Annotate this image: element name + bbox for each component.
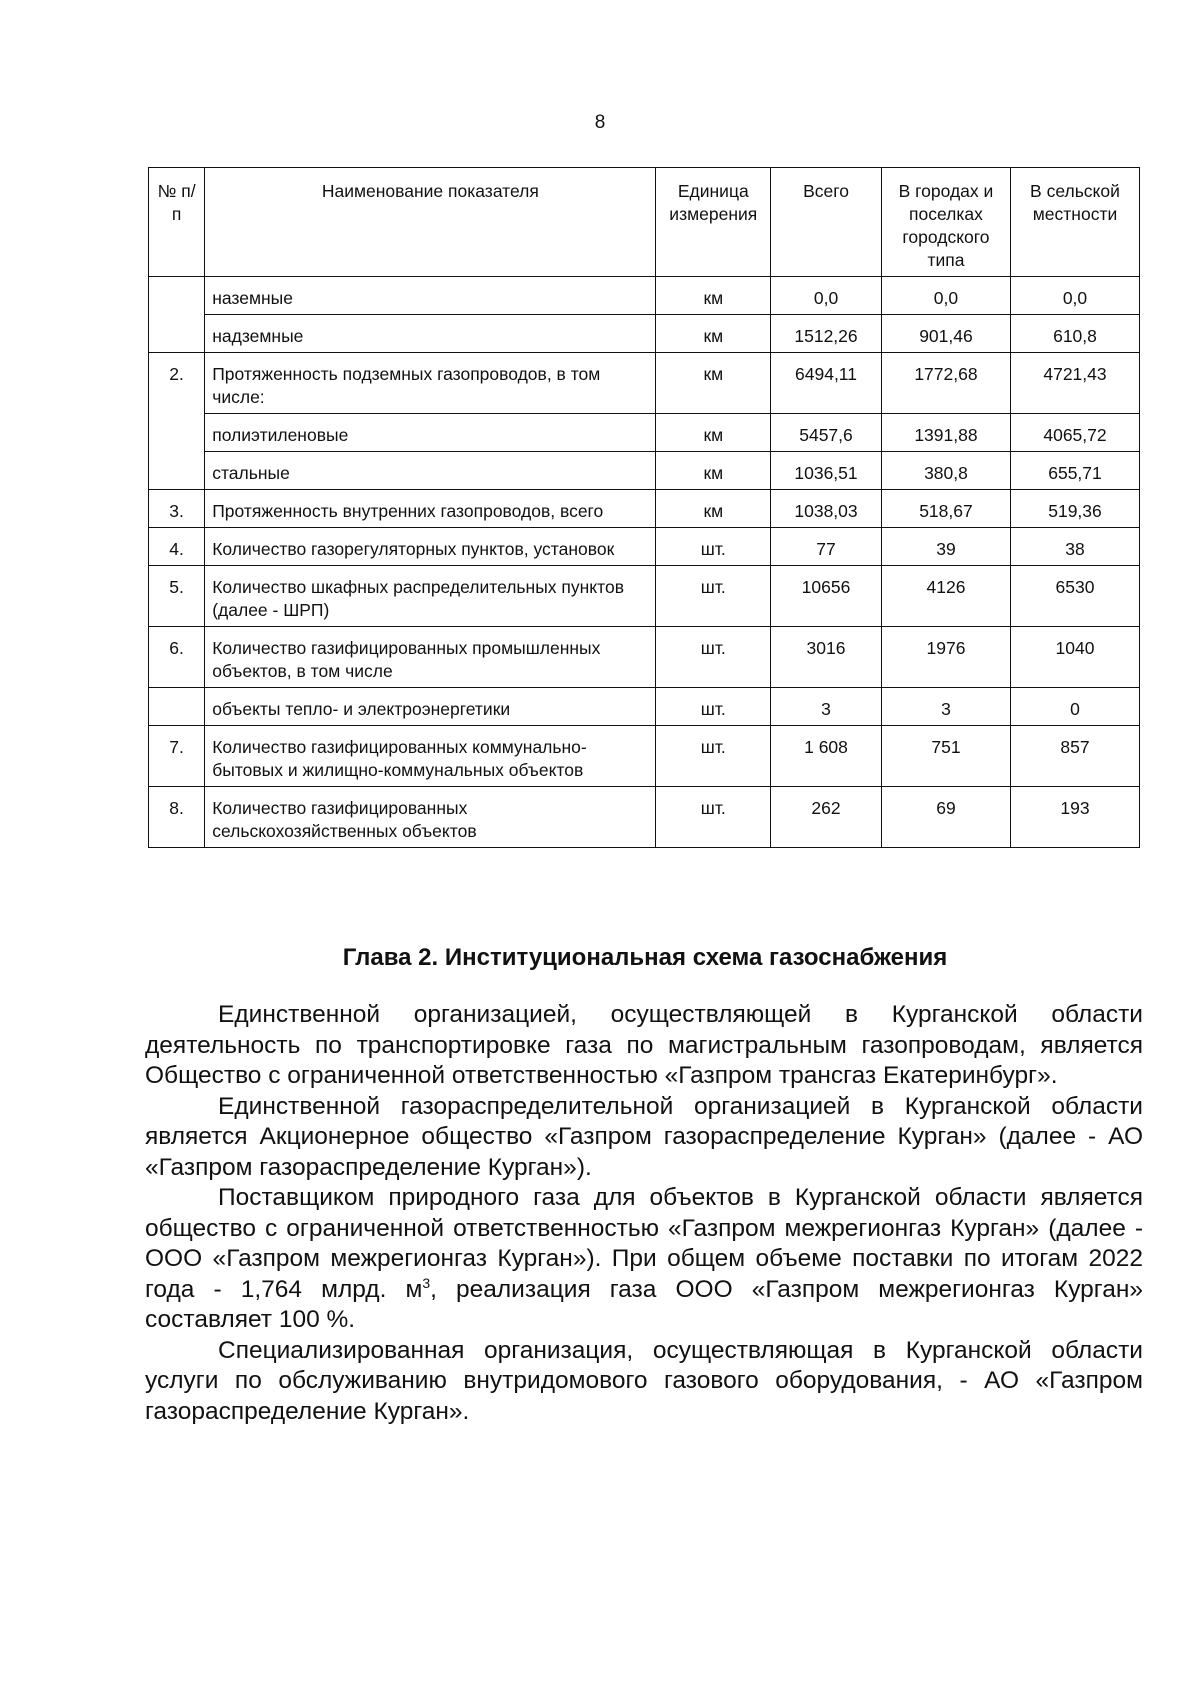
cell-unit: км xyxy=(656,414,771,452)
table-row xyxy=(149,627,1140,688)
table-row xyxy=(149,688,1140,726)
cell-rural: 38 xyxy=(1011,528,1140,566)
cell-total: 77 xyxy=(771,528,882,566)
header-name: Наименование показателя xyxy=(205,168,656,277)
cell-total: 10656 xyxy=(771,566,882,627)
cell-rural: 4065,72 xyxy=(1011,414,1140,452)
header-unit: Единица измерения xyxy=(656,168,771,277)
table-row xyxy=(149,414,1140,452)
cell-num: 7. xyxy=(149,726,205,787)
header-rural: В сельской местности xyxy=(1011,168,1140,277)
cell-city: 901,46 xyxy=(881,315,1010,353)
table-row xyxy=(149,566,1140,627)
cell-name: Количество газорегуляторных пунктов, установок xyxy=(205,528,656,566)
cell-unit: шт. xyxy=(656,528,771,566)
body-text xyxy=(145,1000,1143,1427)
table-body xyxy=(149,277,1140,848)
cell-total: 262 xyxy=(771,787,882,848)
cell-rural: 1040 xyxy=(1011,627,1140,688)
cell-city: 39 xyxy=(881,528,1010,566)
paragraph-supplier-text-end: , реализация газа ООО «Газпром межрегионгаз Курган» составляет 100 %. xyxy=(145,1275,1143,1333)
cell-num xyxy=(149,277,205,353)
table-row xyxy=(149,277,1140,315)
cell-num xyxy=(149,688,205,726)
cell-unit: км xyxy=(656,452,771,490)
cell-num: 8. xyxy=(149,787,205,848)
cell-city: 1391,88 xyxy=(881,414,1010,452)
cell-name: Количество газифицированных сельскохозяйственных объектов xyxy=(205,787,656,848)
cell-city: 0,0 xyxy=(881,277,1010,315)
cell-unit: шт. xyxy=(656,688,771,726)
cell-rural: 0 xyxy=(1011,688,1140,726)
paragraph-transport: Единственной организацией, осуществляющей в Курганской области деятельность по транспортировке газа по магистральным газопроводам, является Общество с ограниченной ответственностью «Газпром трансгаз Екатеринбург». xyxy=(145,1001,1143,1089)
table-row xyxy=(149,452,1140,490)
cell-total: 0,0 xyxy=(771,277,882,315)
cell-city: 3 xyxy=(881,688,1010,726)
table-row xyxy=(149,490,1140,528)
cell-unit: км xyxy=(656,277,771,315)
cell-name: Протяженность подземных газопроводов, в том числе: xyxy=(205,353,656,414)
cell-unit: шт. xyxy=(656,726,771,787)
cell-city: 380,8 xyxy=(881,452,1010,490)
page-number: 8 xyxy=(594,112,606,133)
cell-city: 1772,68 xyxy=(881,353,1010,414)
cell-rural: 655,71 xyxy=(1011,452,1140,490)
cell-city: 69 xyxy=(881,787,1010,848)
paragraph-supplier xyxy=(145,1183,1143,1336)
header-total: Всего xyxy=(771,168,882,277)
cell-unit: шт. xyxy=(656,787,771,848)
table-row xyxy=(149,315,1140,353)
cell-name: Количество газифицированных коммунально-бытовых и жилищно-коммунальных объектов xyxy=(205,726,656,787)
cell-name: надземные xyxy=(205,315,656,353)
cell-rural: 193 xyxy=(1011,787,1140,848)
cell-rural: 519,36 xyxy=(1011,490,1140,528)
cell-rural: 4721,43 xyxy=(1011,353,1140,414)
table-row xyxy=(149,787,1140,848)
cell-rural: 610,8 xyxy=(1011,315,1140,353)
gas-statistics-table xyxy=(148,167,1140,848)
cell-total: 1038,03 xyxy=(771,490,882,528)
table-row xyxy=(149,726,1140,787)
cell-city: 751 xyxy=(881,726,1010,787)
cell-num: 4. xyxy=(149,528,205,566)
cell-num: 2. xyxy=(149,353,205,490)
cell-city: 1976 xyxy=(881,627,1010,688)
header-num: № п/п xyxy=(149,168,205,277)
cell-unit: км xyxy=(656,490,771,528)
cell-name: Протяженность внутренних газопроводов, всего xyxy=(205,490,656,528)
cell-num: 5. xyxy=(149,566,205,627)
paragraph-service: Специализированная организация, осуществляющая в Курганской области услуги по обслуживанию внутридомового газового оборудования, - АО «Газпром газораспределение Курган». xyxy=(145,1336,1143,1425)
cell-unit: км xyxy=(656,353,771,414)
header-city: В городах и поселках городского типа xyxy=(881,168,1010,277)
table-row xyxy=(149,528,1140,566)
table-header-row xyxy=(149,168,1140,277)
cell-total: 1 608 xyxy=(771,726,882,787)
cell-rural: 6530 xyxy=(1011,566,1140,627)
cubic-superscript: 3 xyxy=(422,1274,431,1291)
cell-total: 5457,6 xyxy=(771,414,882,452)
chapter-title: Глава 2. Институциональная схема газоснабжения xyxy=(342,944,948,971)
table-row xyxy=(149,353,1140,414)
cell-name: стальные xyxy=(205,452,656,490)
cell-total: 6494,11 xyxy=(771,353,882,414)
cell-unit: шт. xyxy=(656,627,771,688)
cell-total: 1036,51 xyxy=(771,452,882,490)
cell-total: 3016 xyxy=(771,627,882,688)
cell-num: 6. xyxy=(149,627,205,688)
cell-rural: 0,0 xyxy=(1011,277,1140,315)
paragraph-supplier-text: Поставщиком природного газа для объектов в Курганской области является общество с ограниченной ответственностью «Газпром межрегионгаз Курган» (далее - ООО «Газпром межрегионгаз Курган»). При общем объеме поставки по итогам 2022 года - 1,764 млрд. м xyxy=(145,1184,1143,1303)
cell-name: объекты тепло- и электроэнергетики xyxy=(205,688,656,726)
cell-total: 1512,26 xyxy=(771,315,882,353)
cell-name: полиэтиленовые xyxy=(205,414,656,452)
cell-city: 4126 xyxy=(881,566,1010,627)
cell-rural: 857 xyxy=(1011,726,1140,787)
cell-num: 3. xyxy=(149,490,205,528)
cell-unit: шт. xyxy=(656,566,771,627)
cell-city: 518,67 xyxy=(881,490,1010,528)
paragraph-distribution: Единственной газораспределительной организацией в Курганской области является Акционерное общество «Газпром газораспределение Курган» (далее - АО «Газпром газораспределение Курган»). xyxy=(145,1092,1143,1181)
cell-name: Количество газифицированных промышленных объектов, в том числе xyxy=(205,627,656,688)
cell-name: наземные xyxy=(205,277,656,315)
cell-unit: км xyxy=(656,315,771,353)
cell-name: Количество шкафных распределительных пунктов (далее - ШРП) xyxy=(205,566,656,627)
cell-total: 3 xyxy=(771,688,882,726)
